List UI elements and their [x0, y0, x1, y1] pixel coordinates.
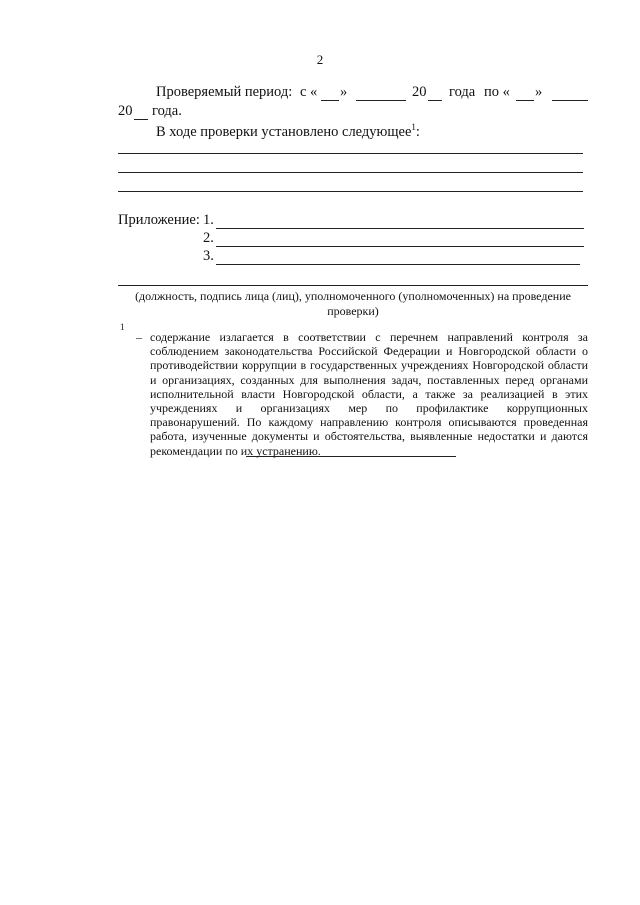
period-to-year-prefix: 20 — [118, 103, 133, 119]
period-to-month-blank — [552, 100, 588, 101]
findings-line-2 — [118, 172, 583, 173]
period-to-year-blank — [134, 119, 148, 120]
period-from-quote: с « — [300, 84, 318, 100]
appendix-item-number: 1. — [203, 212, 214, 228]
appendix-item-line-3 — [216, 264, 580, 265]
findings-intro: В ходе проверки установлено следующее$^1$: — [156, 122, 420, 140]
appendix-item-line-2 — [216, 246, 584, 247]
period-from-close-quote: » — [340, 84, 348, 100]
footnote-mark: 1 — [120, 322, 125, 332]
findings-line-1 — [118, 153, 583, 154]
signature-caption: (должность, подпись лица (лиц), уполномоченного (уполномоченных) на проведение проверки) — [135, 289, 571, 318]
appendix-label: Приложение: — [118, 212, 200, 228]
period-label: Проверяемый период: — [156, 84, 293, 100]
period-from-year-suffix: года — [449, 84, 476, 100]
footnote-ref: 1 — [411, 122, 416, 132]
signature-line — [118, 285, 588, 286]
page-number: 2 — [316, 52, 324, 67]
period-to-year-suffix: года. — [152, 103, 182, 119]
footnote-dash: – — [136, 330, 142, 344]
period-from-day-blank — [321, 100, 339, 101]
appendix-item-number: 3. — [203, 248, 214, 264]
appendix-item-number: 2. — [203, 230, 214, 246]
period-from-month-blank — [356, 100, 406, 101]
end-divider — [246, 456, 456, 457]
period-from-year-prefix: 20 — [412, 84, 427, 100]
period-from-year-blank — [428, 100, 442, 101]
findings-line-3 — [118, 191, 583, 192]
period-to-quote: по « — [484, 84, 510, 100]
period-to-close-quote: » — [535, 84, 543, 100]
footnote-text: содержание излагается в соответствии с перечнем направлений контроля за соблюдением законодательства Российской Федерации и Новгородской области о противодействии коррупции в государственных учреждениях Новгородской области и организациях, созданных для выполнения задач, поставленных перед органами исполнительной власти Новгородской области, а также за реализацией в этих учреждениях и организациях мер по профилактике коррупционных правонарушений. По каждому направлению контроля описываются проведенная работа, изученные документы и обстоятельства, выявленные недостатки и даются рекомендации по их устранению. — [150, 330, 588, 458]
period-to-day-blank — [516, 100, 534, 101]
appendix-item-line-1 — [216, 228, 584, 229]
